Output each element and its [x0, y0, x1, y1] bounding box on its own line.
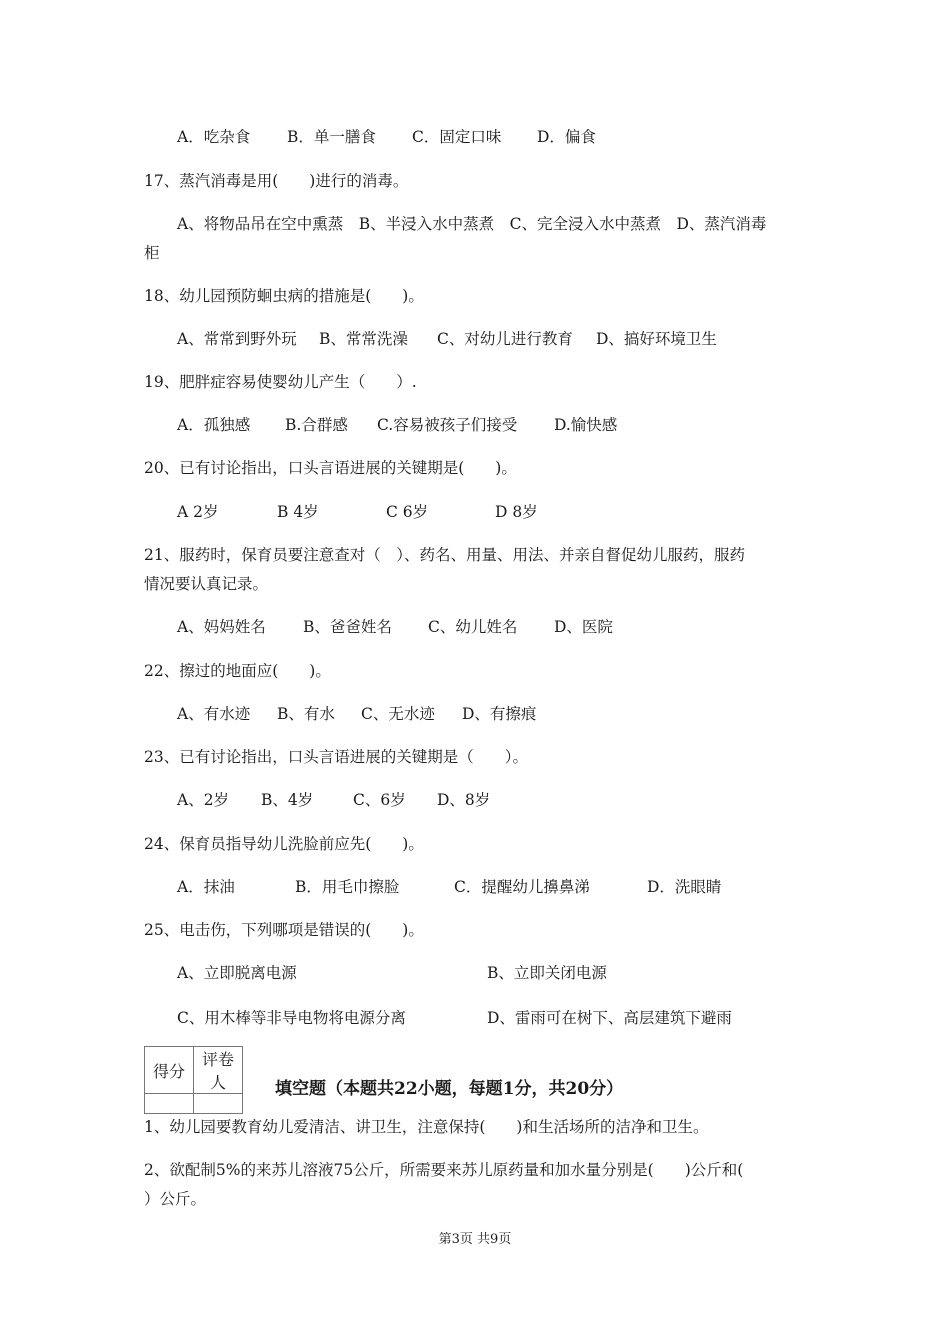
- option-b: B、有水: [277, 705, 335, 723]
- option-b: B 4岁: [277, 503, 319, 521]
- option-b: B、常常洗澡: [319, 330, 408, 348]
- option-a: A、有水迹: [177, 705, 251, 723]
- option-b: B.合群感: [285, 416, 348, 434]
- q24-question: 24、保育员指导幼儿洗脸前应先( )。: [144, 835, 424, 853]
- q18-question: 18、幼儿园预防蛔虫病的措施是( )。: [144, 287, 424, 305]
- grader-cell: [194, 1094, 243, 1114]
- option-d: D、雷雨可在树下、高层建筑下避雨: [487, 1009, 732, 1027]
- option-b: B、4岁: [261, 791, 314, 809]
- fill-question-2-cont: ）公斤。: [144, 1190, 207, 1208]
- option-b: B、爸爸姓名: [303, 618, 392, 636]
- option-a: A．吃杂食: [177, 128, 251, 146]
- option-a: A 2岁: [177, 503, 219, 521]
- option-b: B、立即关闭电源: [487, 964, 607, 982]
- q17-options: A、将物品吊在空中熏蒸 B、半浸入水中蒸煮 C、完全浸入水中蒸煮 D、蒸汽消毒: [177, 215, 767, 233]
- option-c: C．固定口味: [412, 128, 502, 146]
- q19-question: 19、肥胖症容易使婴幼儿产生（ ）.: [144, 373, 417, 391]
- option-b: B．用毛巾擦脸: [295, 878, 400, 896]
- fill-question-2: 2、欲配制5%的来苏儿溶液75公斤，所需要来苏儿原药量和加水量分别是( )公斤和(: [144, 1161, 744, 1179]
- q17-options-cont: 柜: [144, 244, 160, 262]
- option-d: D.愉快感: [554, 416, 618, 434]
- option-a: A、妈妈姓名: [177, 618, 266, 636]
- fill-question-1: 1、幼儿园要教育幼儿爱清洁、讲卫生，注意保持( )和生活场所的洁净和卫生。: [144, 1118, 709, 1136]
- grader-header: 评卷人: [194, 1047, 243, 1094]
- score-cell: [145, 1094, 194, 1114]
- option-a: A、立即脱离电源: [177, 964, 297, 982]
- score-table: [144, 1046, 243, 1114]
- option-d: D、有擦痕: [462, 705, 537, 723]
- q22-question: 22、擦过的地面应( )。: [144, 662, 331, 680]
- option-c: C．提醒幼儿擤鼻涕: [454, 878, 590, 896]
- option-d: D 8岁: [495, 503, 538, 521]
- option-d: D．洗眼睛: [647, 878, 722, 896]
- page-footer: 第3页 共9页: [438, 1232, 512, 1247]
- option-d: D、医院: [554, 618, 613, 636]
- option-c: C、用木棒等非导电物将电源分离: [177, 1009, 406, 1027]
- option-c: C、对幼儿进行教育: [437, 330, 573, 348]
- option-c: C、幼儿姓名: [428, 618, 518, 636]
- q21-question-cont: 情况要认真记录。: [144, 575, 269, 593]
- option-b: B．单一膳食: [287, 128, 376, 146]
- option-a: A．抹油: [177, 878, 235, 896]
- option-c: C 6岁: [386, 503, 429, 521]
- q17-question: 17、蒸汽消毒是用( )进行的消毒。: [144, 172, 409, 190]
- score-header: 得分: [145, 1047, 194, 1094]
- option-d: D、8岁: [437, 791, 491, 809]
- option-a: A、2岁: [177, 791, 230, 809]
- option-c: C、6岁: [353, 791, 406, 809]
- option-a: A．孤独感: [177, 416, 251, 434]
- q23-question: 23、已有讨论指出，口头言语进展的关键期是（ ）。: [144, 748, 528, 766]
- q20-question: 20、已有讨论指出，口头言语进展的关键期是( )。: [144, 459, 517, 477]
- option-c: C、无水迹: [361, 705, 435, 723]
- q25-question: 25、电击伤，下列哪项是错误的( )。: [144, 921, 424, 939]
- option-d: D、搞好环境卫生: [596, 330, 717, 348]
- section-title: 填空题（本题共22小题，每题1分，共20分）: [275, 1079, 624, 1099]
- option-a: A、常常到野外玩: [177, 330, 297, 348]
- q21-question: 21、服药时，保育员要注意查对（ ）、药名、用量、用法、并亲自督促幼儿服药，服药: [144, 546, 745, 564]
- option-c: C.容易被孩子们接受: [377, 416, 518, 434]
- option-d: D．偏食: [537, 128, 596, 146]
